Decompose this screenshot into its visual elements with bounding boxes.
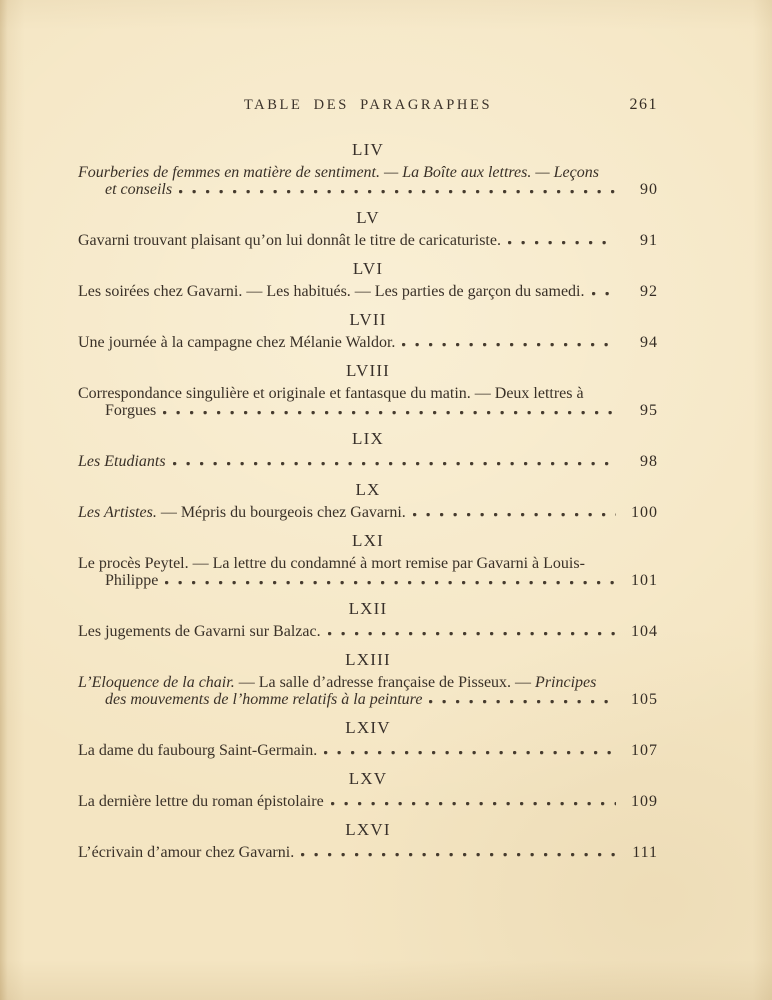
- section-numeral: LXVI: [345, 820, 391, 839]
- entry-line: [78, 402, 658, 419]
- toc-entry: [78, 385, 658, 419]
- entry-text-segment: L’Eloquence de la chair.: [78, 674, 235, 691]
- entry-line: [78, 164, 658, 181]
- entry-text: [78, 232, 501, 249]
- entry-text-segment: Gavarni trouvant plaisant qu’on lui donnât le titre de caricaturiste.: [78, 232, 501, 249]
- entry-line: [78, 555, 658, 572]
- section-numeral: LXIII: [345, 650, 391, 669]
- entry-page-number: 94: [640, 334, 658, 351]
- section-numeral: LV: [356, 208, 380, 227]
- section-numeral: LXI: [352, 531, 384, 550]
- entry-text-segment: L’écrivain d’amour chez Gavarni.: [78, 844, 295, 861]
- entry-text-segment: Fourberies de femmes en matière de sentiment. — La Boîte aux lettres. — Leçons: [78, 164, 599, 181]
- toc-section: [78, 600, 658, 640]
- entry-text-segment: Forgues: [105, 402, 157, 419]
- toc-section: [78, 821, 658, 861]
- toc-entry: [78, 674, 658, 708]
- entry-line: [78, 283, 658, 300]
- entry-page-number: 95: [640, 402, 658, 419]
- entry-text: [78, 334, 395, 351]
- entry-line: [78, 385, 658, 402]
- dot-leader: [163, 411, 616, 416]
- section-numeral: LVIII: [345, 361, 391, 380]
- toc-entry: [78, 623, 658, 640]
- dot-leader: [331, 802, 616, 807]
- dot-leader: [402, 343, 616, 348]
- entry-text: [78, 283, 585, 300]
- toc-entry: [78, 555, 658, 589]
- entry-text: [78, 674, 596, 691]
- toc-entry: [78, 232, 658, 249]
- entry-page-number: 104: [631, 623, 658, 640]
- entry-page-number: 90: [640, 181, 658, 198]
- section-numeral: LX: [355, 480, 381, 499]
- entry-line: [78, 453, 658, 470]
- entry-line: [78, 844, 658, 861]
- entry-page-number: 98: [640, 453, 658, 470]
- page-content: [78, 97, 658, 872]
- toc-entry: [78, 504, 658, 521]
- entry-text-segment: Les Artistes.: [78, 504, 157, 521]
- entry-page-number: 109: [631, 793, 658, 810]
- entry-text-segment: Les jugements de Gavarni sur Balzac.: [78, 623, 321, 640]
- toc-section: [78, 481, 658, 521]
- entry-line: [78, 334, 658, 351]
- entry-text: [78, 504, 406, 521]
- toc-section: [78, 719, 658, 759]
- entry-text-segment: et conseils: [105, 181, 173, 198]
- section-numeral: LXIV: [345, 718, 391, 737]
- entry-text: [78, 793, 324, 810]
- toc-entry: [78, 283, 658, 300]
- entry-line: [78, 674, 658, 691]
- entry-text-segment: La dernière lettre du roman épistolaire: [78, 793, 324, 810]
- folio-page-number: 261: [629, 96, 658, 113]
- dot-leader: [179, 190, 616, 195]
- toc-section: [78, 430, 658, 470]
- entry-page-number: 92: [640, 283, 658, 300]
- section-numeral: LIV: [352, 140, 384, 159]
- entry-text: [78, 385, 584, 402]
- running-head: [78, 97, 658, 115]
- entry-text-segment: Le procès Peytel. — La lettre du condamné à mort remise par Gavarni à Louis-: [78, 555, 585, 572]
- toc-section: [78, 311, 658, 351]
- toc-section: [78, 362, 658, 419]
- dot-leader: [328, 632, 616, 637]
- entry-text-segment: — Mépris du bourgeois chez Gavarni.: [156, 504, 406, 521]
- section-numeral: LXII: [348, 599, 388, 618]
- entry-text: [78, 844, 294, 861]
- entry-line: [78, 504, 658, 521]
- toc-section: [78, 651, 658, 708]
- dot-leader: [301, 853, 616, 858]
- toc-section: [78, 209, 658, 249]
- entry-line: [78, 623, 658, 640]
- dot-leader: [429, 700, 616, 705]
- entry-text: [78, 742, 317, 759]
- entry-line: [78, 181, 658, 198]
- toc-entry: [78, 453, 658, 470]
- entry-text-segment: La dame du faubourg Saint-Germain.: [78, 742, 318, 759]
- running-title: TABLE DES PARAGRAPHES: [243, 97, 493, 113]
- toc-section: [78, 260, 658, 300]
- entry-text-segment: Philippe: [105, 572, 159, 589]
- entry-text-segment: Les soirées chez Gavarni. — Les habitués. — Les parties de garçon du samedi.: [78, 283, 585, 300]
- entry-line: [78, 742, 658, 759]
- entry-page-number: 101: [631, 572, 658, 589]
- entry-page-number: 111: [632, 844, 658, 861]
- toc-entry: [78, 742, 658, 759]
- section-numeral: LVI: [352, 259, 384, 278]
- dot-leader: [413, 513, 616, 518]
- entry-text-segment: Une journée à la campagne chez Mélanie Waldor.: [78, 334, 396, 351]
- dot-leader: [324, 751, 616, 756]
- entry-text-segment: — La salle d’adresse française de Pisseux. —: [234, 674, 536, 691]
- entry-text-segment: Principes: [535, 674, 597, 691]
- entry-line: [78, 793, 658, 810]
- entry-text: [78, 164, 599, 181]
- entry-text: [78, 453, 166, 470]
- entry-text: [105, 402, 156, 419]
- toc-section: [78, 770, 658, 810]
- dot-leader: [165, 581, 616, 586]
- toc-section: [78, 532, 658, 589]
- toc-entry: [78, 793, 658, 810]
- entry-line: [78, 232, 658, 249]
- dot-leader: [592, 292, 617, 297]
- table-of-contents: [78, 141, 658, 861]
- entry-text-segment: Les Etudiants: [78, 453, 166, 470]
- toc-entry: [78, 844, 658, 861]
- entry-text-segment: des mouvements de l’homme relatifs à la peinture: [105, 691, 423, 708]
- toc-section: [78, 141, 658, 198]
- entry-line: [78, 572, 658, 589]
- section-numeral: LVII: [349, 310, 387, 329]
- section-numeral: LXV: [348, 769, 388, 788]
- toc-entry: [78, 334, 658, 351]
- entry-text: [105, 181, 172, 198]
- entry-text: [78, 623, 321, 640]
- toc-entry: [78, 164, 658, 198]
- entry-text: [105, 572, 158, 589]
- entry-text: [78, 555, 585, 572]
- entry-page-number: 91: [640, 232, 658, 249]
- entry-text-segment: Correspondance singulière et originale et fantasque du matin. — Deux lettres à: [78, 385, 584, 402]
- dot-leader: [173, 462, 616, 467]
- entry-text: [105, 691, 422, 708]
- entry-page-number: 107: [631, 742, 658, 759]
- entry-page-number: 105: [631, 691, 658, 708]
- entry-page-number: 100: [631, 504, 658, 521]
- entry-line: [78, 691, 658, 708]
- dot-leader: [508, 241, 616, 246]
- section-numeral: LIX: [352, 429, 384, 448]
